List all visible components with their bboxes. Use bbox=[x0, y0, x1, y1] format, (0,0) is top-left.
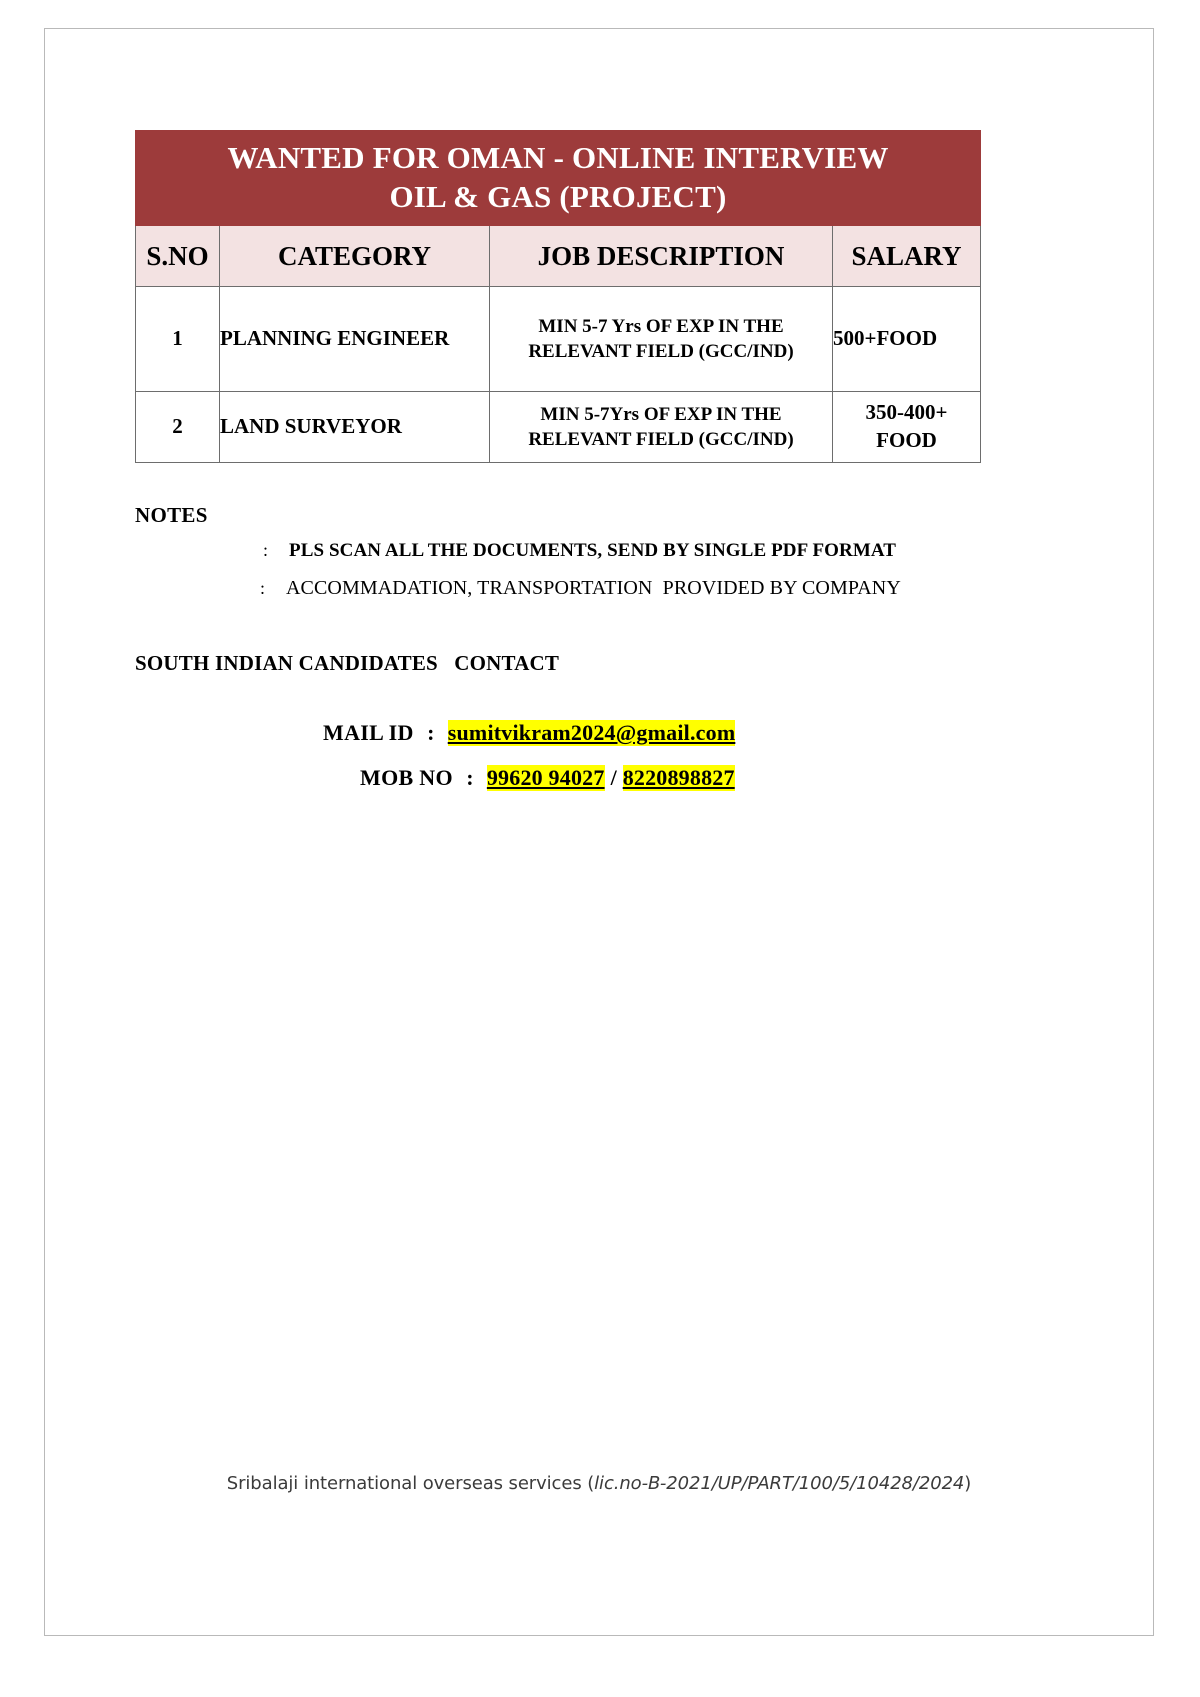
mail-id-colon: : bbox=[427, 720, 435, 745]
row-salary bbox=[833, 287, 981, 392]
notes-heading: NOTES bbox=[135, 503, 208, 527]
footer-company-name: Sribalaji international overseas services ( bbox=[226, 1473, 595, 1494]
note-colon: : bbox=[260, 578, 266, 598]
row-salary-line-1: 350-400+ bbox=[865, 400, 948, 425]
mobile-number-label: MOB NO bbox=[360, 765, 453, 790]
job-vacancy-table bbox=[135, 130, 981, 463]
mobile-number-value-1[interactable]: 99620 94027 bbox=[486, 765, 605, 790]
document-page bbox=[44, 28, 1154, 1636]
row-sno: 1 bbox=[136, 287, 220, 392]
row-category: PLANNING ENGINEER bbox=[220, 287, 490, 392]
footer bbox=[45, 1473, 1153, 1494]
footer-license-number: lic.no-B-2021/UP/PART/100/5/10428/2024 bbox=[594, 1473, 965, 1494]
table-row bbox=[136, 392, 981, 463]
poster-title-line-1: WANTED FOR OMAN - ONLINE INTERVIEW bbox=[227, 140, 889, 175]
mail-id-value[interactable]: sumitvikram2024@gmail.com bbox=[447, 720, 736, 745]
note-item bbox=[263, 540, 896, 562]
contact-heading: SOUTH INDIAN CANDIDATES CONTACT bbox=[135, 651, 560, 675]
table-row bbox=[136, 287, 981, 392]
mail-id-line bbox=[323, 720, 735, 746]
row-job-description bbox=[490, 392, 833, 463]
poster-title bbox=[136, 131, 981, 226]
row-job-description-line-1: MIN 5-7 Yrs OF EXP IN THE bbox=[538, 316, 784, 338]
row-sno: 2 bbox=[136, 392, 220, 463]
mail-id-label: MAIL ID bbox=[323, 720, 414, 745]
note-text: PLS SCAN ALL THE DOCUMENTS, SEND BY SINGLE PDF FORMAT bbox=[289, 540, 897, 561]
poster-title-line-2: OIL & GAS (PROJECT) bbox=[389, 179, 727, 215]
row-job-description-line-2: RELEVANT FIELD (GCC/IND) bbox=[528, 341, 794, 363]
mobile-number-separator: / bbox=[610, 765, 617, 790]
footer-closing-paren: ) bbox=[964, 1473, 972, 1494]
table-header-row bbox=[136, 226, 981, 287]
row-job-description bbox=[490, 287, 833, 392]
row-salary-line-1: 500+FOOD bbox=[833, 326, 938, 351]
table-title-row bbox=[136, 131, 981, 226]
mobile-number-value-2[interactable]: 8220898827 bbox=[622, 765, 735, 790]
column-header-sno: S.NO bbox=[136, 226, 220, 287]
page-content bbox=[45, 29, 1153, 1635]
mobile-number-line bbox=[360, 765, 735, 791]
note-text: ACCOMMADATION, TRANSPORTATION PROVIDED BY COMPANY bbox=[286, 577, 901, 599]
column-header-salary: SALARY bbox=[833, 226, 981, 287]
row-job-description-line-2: RELEVANT FIELD (GCC/IND) bbox=[528, 429, 794, 451]
row-salary bbox=[833, 392, 981, 463]
column-header-category: CATEGORY bbox=[220, 226, 490, 287]
mobile-number-colon: : bbox=[466, 765, 474, 790]
note-colon: : bbox=[263, 540, 269, 560]
note-item bbox=[260, 577, 901, 600]
column-header-job-description: JOB DESCRIPTION bbox=[490, 226, 833, 287]
row-category: LAND SURVEYOR bbox=[220, 392, 490, 463]
row-job-description-line-1: MIN 5-7Yrs OF EXP IN THE bbox=[540, 404, 782, 426]
row-salary-line-2: FOOD bbox=[876, 428, 937, 453]
